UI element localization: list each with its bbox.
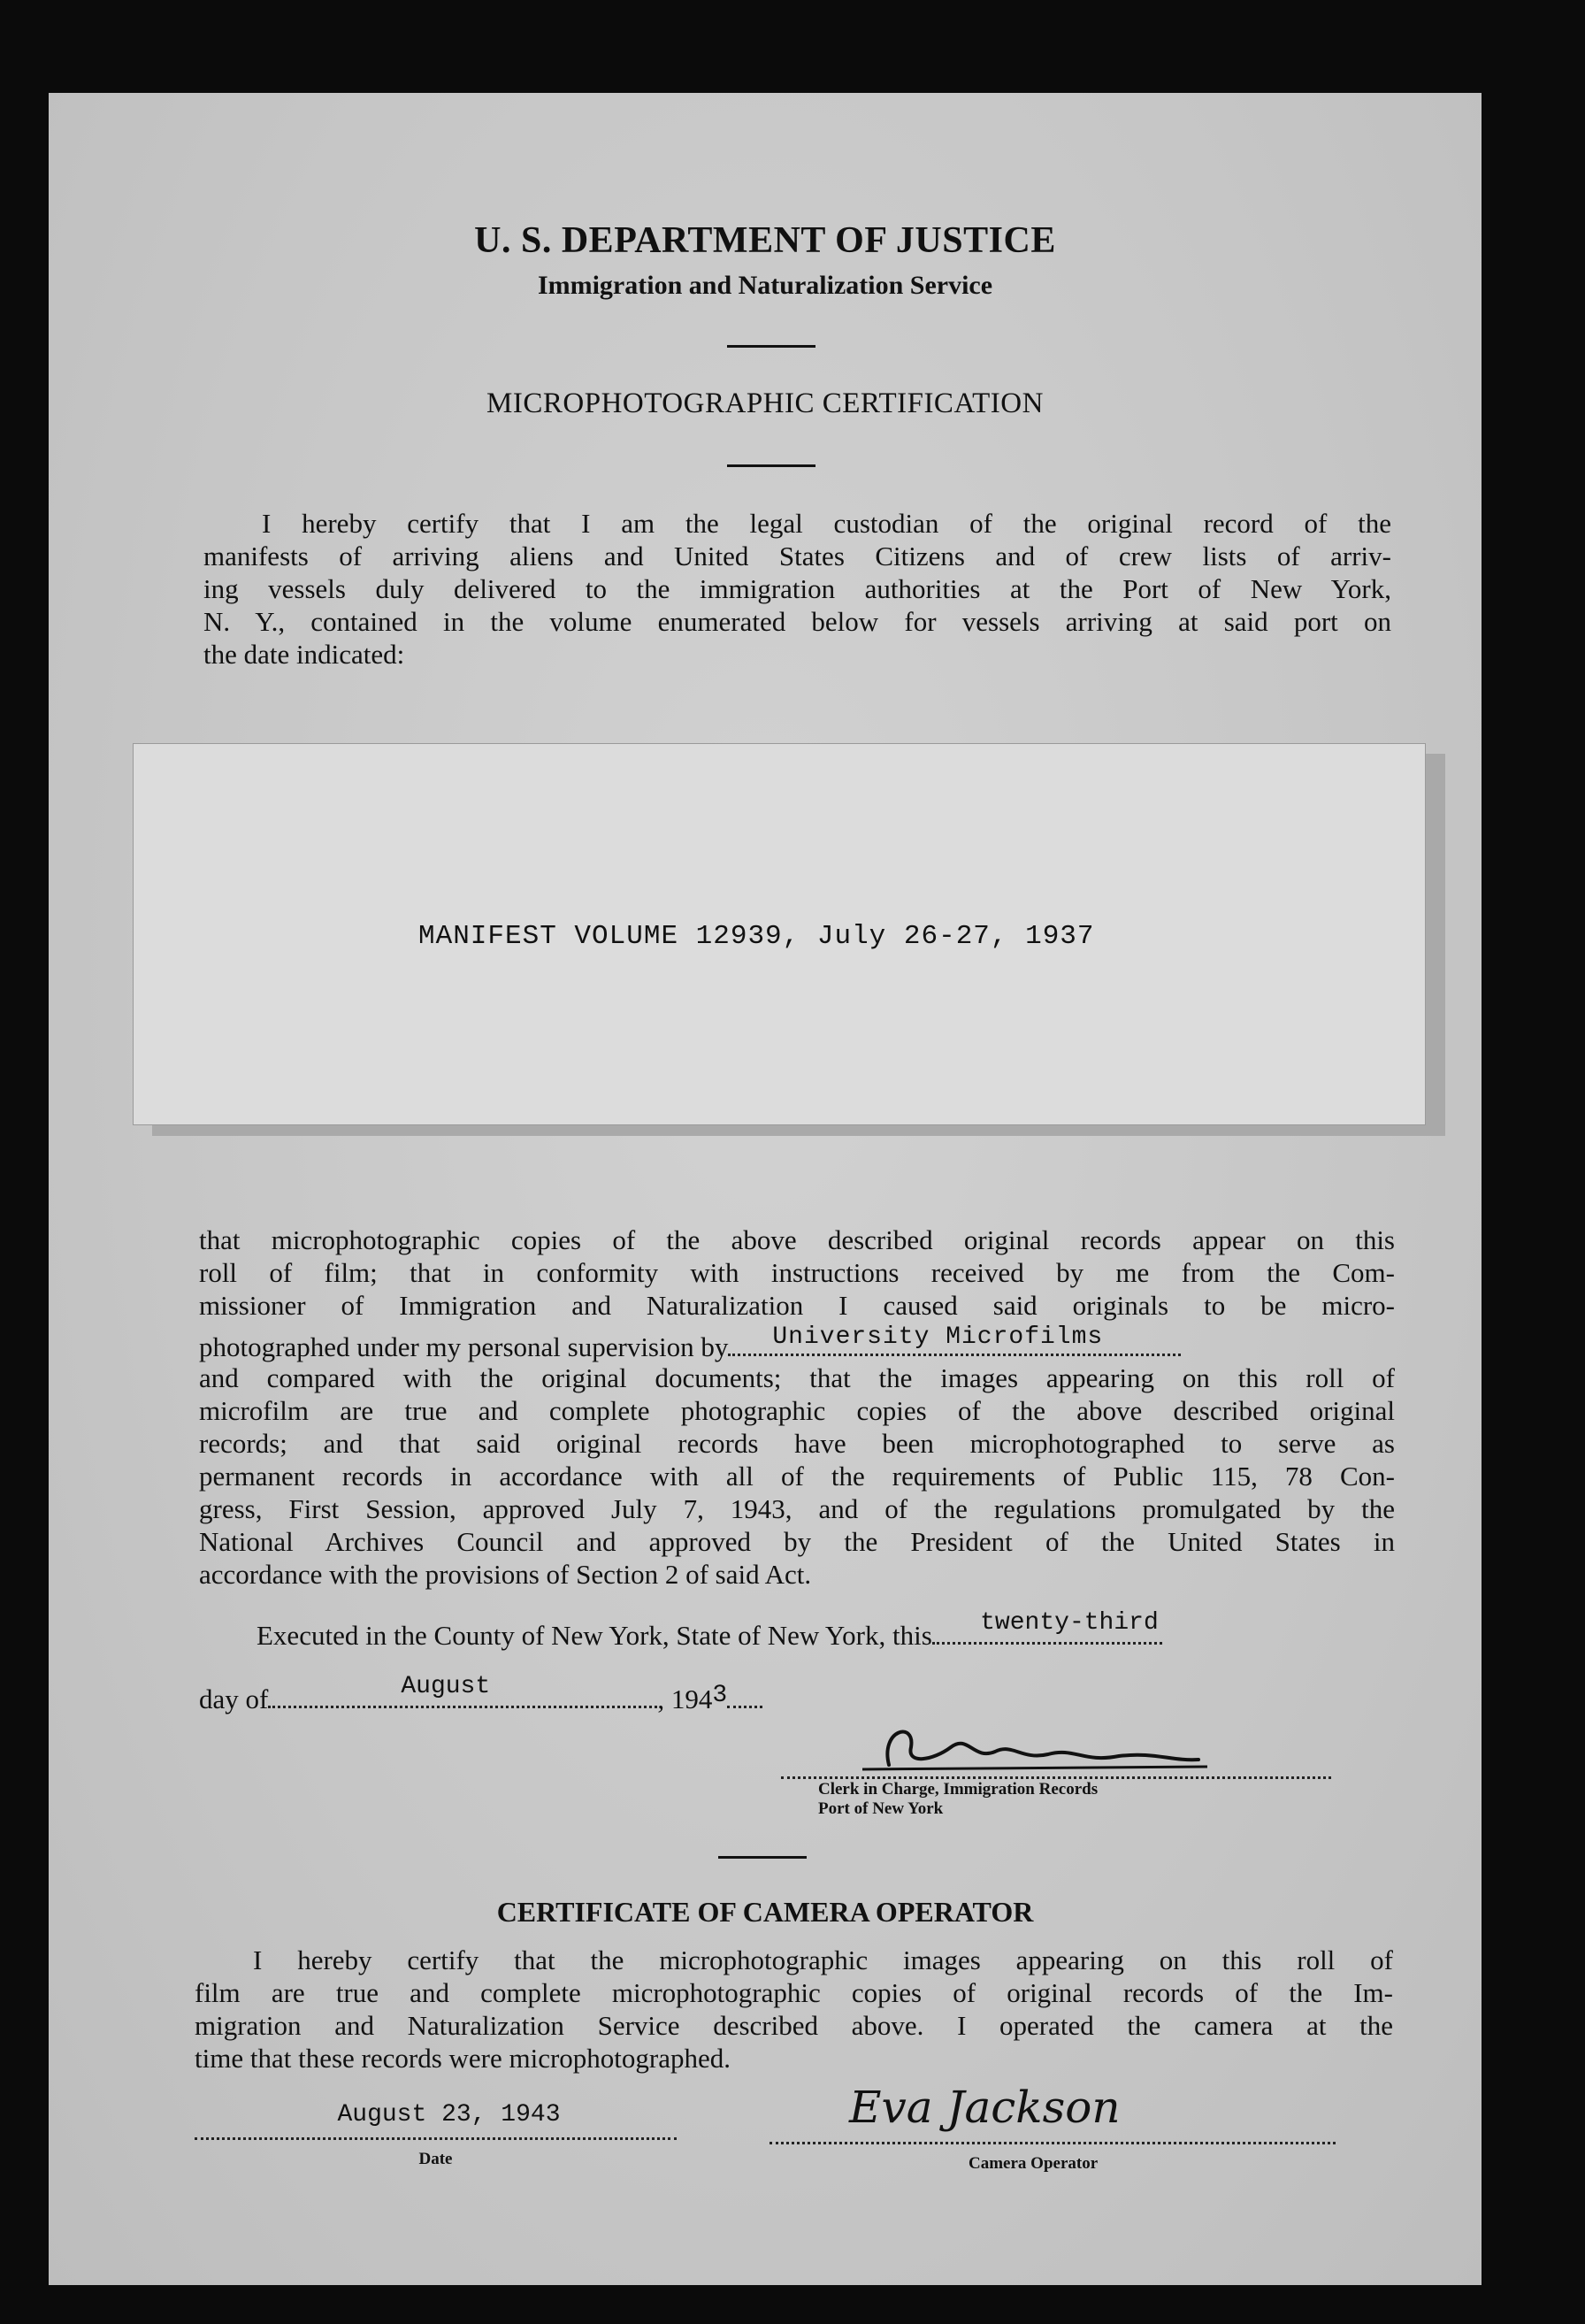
signature-dotted-line [781, 1776, 1331, 1779]
text-line: records; and that said original records have been microphotographed to serve as [199, 1428, 1395, 1459]
text-line: accordance with the provisions of Section 2 of said Act. [199, 1559, 812, 1590]
department-heading: U. S. DEPARTMENT OF JUSTICE [474, 220, 1056, 261]
operator-label: Camera Operator [969, 2154, 1099, 2173]
clerk-port-line: Port of New York [818, 1799, 944, 1818]
text-line: time that these records were microphotographed. [195, 2043, 731, 2074]
date-label: Date [418, 2150, 453, 2168]
text-line: ing vessels duly delivered to the immigration authorities at the Port of New York, [203, 573, 1391, 604]
supervision-value: University Microfilms [772, 1323, 1104, 1351]
camera-certificate-paragraph [195, 1944, 1393, 2075]
executed-line [257, 1609, 1397, 1652]
day-value: twenty-third [980, 1609, 1159, 1637]
text-line: that microphotographic copies of the above described original records appear on this [199, 1224, 1395, 1255]
clerk-signature-stroke [783, 1721, 1313, 1774]
month-value: August [401, 1673, 491, 1700]
text-line: and compared with the original documents; that the images appearing on this roll of [199, 1362, 1395, 1393]
text-line: gress, First Session, approved July 7, 1943, and of the regulations promulgated by the [199, 1493, 1395, 1524]
date-value: August 23, 1943 [337, 2101, 561, 2128]
operator-field [770, 2082, 1336, 2174]
year-field-tail [727, 1706, 762, 1708]
text-line: National Archives Council and approved by the President of the United States in [199, 1526, 1395, 1557]
date-field [195, 2101, 677, 2169]
date-line [199, 1673, 1083, 1719]
manifest-volume-text: MANIFEST VOLUME 12939, July 26-27, 1937 [418, 921, 1095, 952]
camera-certificate-title: CERTIFICATE OF CAMERA OPERATOR [496, 1896, 1034, 1928]
supervision-line [199, 1323, 1395, 1362]
text-line: microfilm are true and complete photographic copies of the above described original [199, 1395, 1395, 1426]
text-line: roll of film; that in conformity with instructions received by me from the Com- [199, 1257, 1395, 1288]
operator-signature: Eva Jackson [849, 2082, 1121, 2133]
document-page [49, 93, 1482, 2285]
text-line: the date indicated: [203, 639, 405, 670]
clerk-title-line: Clerk in Charge, Immigration Records [818, 1780, 1099, 1799]
day-field [932, 1609, 1162, 1645]
text-line: I hereby certify that the microphotographic images appearing on this roll of [253, 1944, 1393, 1975]
intro-paragraph [203, 507, 1391, 671]
clerk-signature [783, 1721, 1313, 1774]
month-field [268, 1673, 657, 1708]
text-line: permanent records in accordance with all of the requirements of Public 115, 78 Con- [199, 1461, 1395, 1492]
manifest-insert-slip [133, 743, 1426, 1125]
service-subheading: Immigration and Naturalization Service [537, 271, 993, 300]
supervision-field [728, 1323, 1181, 1356]
body-paragraph [199, 1223, 1395, 1591]
supervision-label: photographed under my personal supervision by [199, 1331, 729, 1362]
text-line: I hereby certify that I am the legal custodian of the original record of the [262, 508, 1391, 539]
operator-dotted-line [770, 2142, 1336, 2144]
text-line: film are true and complete microphotographic copies of original records of the Im- [195, 1977, 1393, 2008]
divider [718, 1856, 807, 1859]
divider [727, 345, 815, 348]
text-line: migration and Naturalization Service described above. I operated the camera at the [195, 2010, 1393, 2041]
certification-title: MICROPHOTOGRAPHIC CERTIFICATION [486, 387, 1044, 419]
year-value: 3 [712, 1682, 728, 1709]
executed-label: Executed in the County of New York, State of New York, this [257, 1620, 932, 1651]
year-prefix: , 194 [657, 1684, 713, 1714]
divider [727, 464, 815, 467]
text-line: N. Y., contained in the volume enumerated below for vessels arriving at said port on [203, 606, 1391, 637]
clerk-title [818, 1780, 1098, 1819]
text-line: manifests of arriving aliens and United States Citizens and of crew lists of arriv- [203, 541, 1391, 571]
day-of-label: day of [199, 1684, 269, 1714]
text-line: missioner of Immigration and Naturalization I caused said originals to be micro- [199, 1290, 1395, 1321]
date-dotted-line [195, 2137, 677, 2140]
